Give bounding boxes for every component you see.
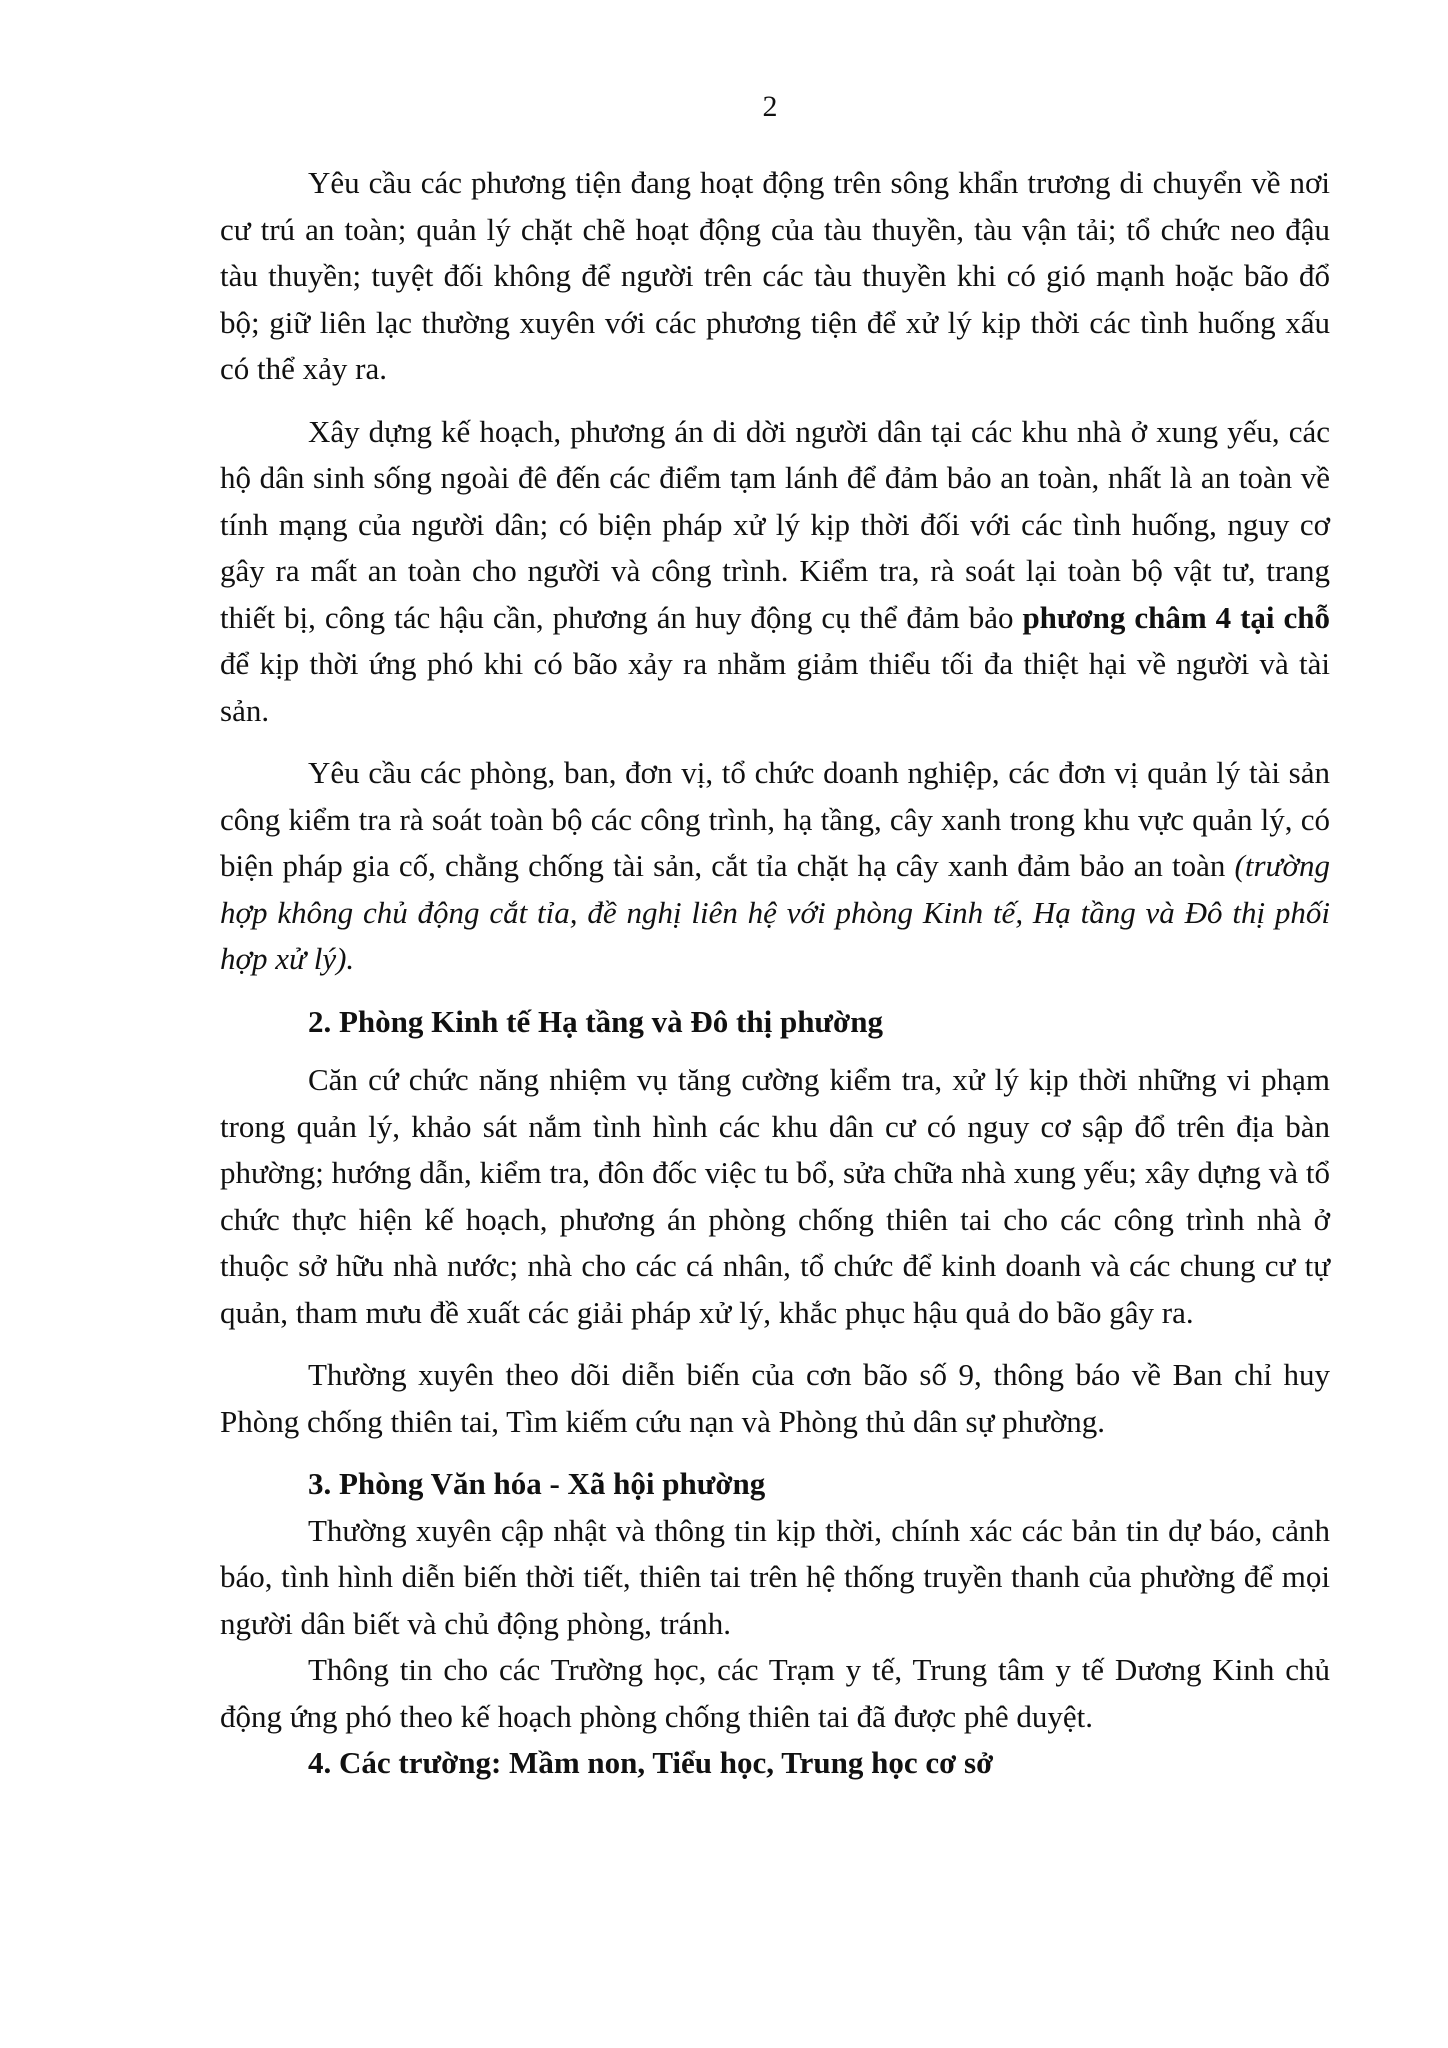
paragraph-evacuation-bold: phương châm 4 tại chỗ <box>1022 599 1330 635</box>
paragraph-evacuation-text-a: Xây dựng kế hoạch, phương án di dời người dân tại các khu nhà ở xung yếu, các hộ dân sinh sống ngoài đê đến các điểm tạm lánh để đảm bảo an toàn, nhất là an toàn về tính mạng của người dân; có biện pháp xử lý kịp thời đối với các tình huống, nguy cơ gây ra mất an toàn cho người và công trình. Kiểm tra, rà soát lại toàn bộ vật tư, trang thiết bị, công tác hậu cần, phương án huy động cụ thể đảm bảo <box>220 413 1330 635</box>
paragraph-vessels: Yêu cầu các phương tiện đang hoạt động trên sông khẩn trương di chuyển về nơi cư trú an toàn; quản lý chặt chẽ hoạt động của tàu thuyền, tàu vận tải; tổ chức neo đậu tàu thuyền; tuyệt đối không để người trên các tàu thuyền khi có gió mạnh hoặc bão đổ bộ; giữ liên lạc thường xuyên với các phương tiện để xử lý kịp thời các tình huống xấu có thể xảy ra. <box>220 165 1330 386</box>
section-heading-4: 4. Các trường: Mầm non, Tiểu học, Trung học cơ sở <box>308 1745 994 1780</box>
paragraph-asset-inspection <box>220 750 1330 983</box>
section-heading-2: 2. Phòng Kinh tế Hạ tầng và Đô thị phường <box>308 1003 883 1039</box>
section-heading-3: 3. Phòng Văn hóa - Xã hội phường <box>308 1466 766 1501</box>
paragraph-asset-italic-note: (trường hợp không chủ động cắt tỉa, đề nghị liên hệ với phòng Kinh tế, Hạ tầng và Đô thị phối hợp xử lý). <box>220 848 1330 976</box>
paragraph-broadcast-updates: Thường xuyên cập nhật và thông tin kịp thời, chính xác các bản tin dự báo, cảnh báo, tình hình diễn biến thời tiết, thiên tai trên hệ thống truyền thanh của phường để mọi người dân biết và chủ động phòng, tránh. <box>220 1512 1330 1641</box>
paragraph-evacuation-plan <box>220 409 1330 735</box>
paragraph-infrastructure-duties: Căn cứ chức năng nhiệm vụ tăng cường kiểm tra, xử lý kịp thời những vi phạm trong quản lý, khảo sát nắm tình hình các khu dân cư có nguy cơ sập đổ trên địa bàn phường; hướng dẫn, kiểm tra, đôn đốc việc tu bổ, sửa chữa nhà xung yếu; xây dựng và tổ chức thực hiện kế hoạch, phương án phòng chống thiên tai cho các công trình nhà ở thuộc sở hữu nhà nước; nhà cho các cá nhân, tổ chức để kinh doanh và các chung cư tự quản, tham mưu đề xuất các giải pháp xử lý, khắc phục hậu quả do bão gây ra. <box>220 1062 1330 1330</box>
page-number: 2 <box>762 90 778 123</box>
document-body <box>220 160 1330 1787</box>
paragraph-storm-monitoring: Thường xuyên theo dõi diễn biến của cơn bão số 9, thông báo về Ban chỉ huy Phòng chống thiên tai, Tìm kiếm cứu nạn và Phòng thủ dân sự phường. <box>220 1357 1330 1439</box>
paragraph-evacuation-text-b: để kịp thời ứng phó khi có bão xảy ra nhằm giảm thiểu tối đa thiệt hại về người và tài sản. <box>220 646 1330 728</box>
paragraph-asset-text: Yêu cầu các phòng, ban, đơn vị, tổ chức doanh nghiệp, các đơn vị quản lý tài sản công kiểm tra rà soát toàn bộ các công trình, hạ tầng, cây xanh trong khu vực quản lý, có biện pháp gia cố, chằng chống tài sản, cắt tỉa chặt hạ cây xanh đảm bảo an toàn <box>220 755 1330 883</box>
paragraph-school-health-info: Thông tin cho các Trường học, các Trạm y tế, Trung tâm y tế Dương Kinh chủ động ứng phó theo kế hoạch phòng chống thiên tai đã được phê duyệt. <box>220 1652 1330 1734</box>
